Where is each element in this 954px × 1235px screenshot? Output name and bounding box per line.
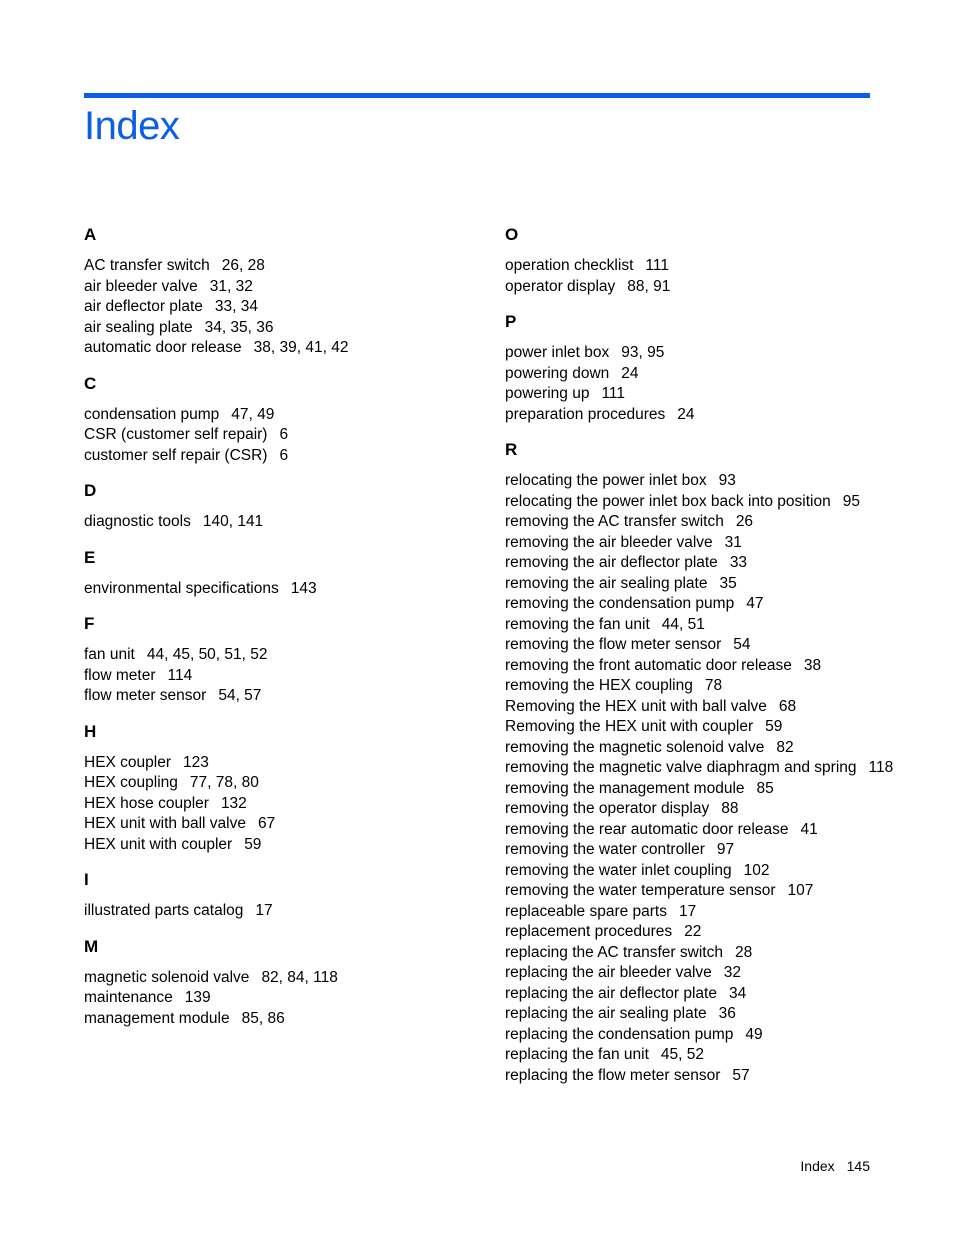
entry-pages: 47, 49	[231, 405, 275, 423]
entry-pages: 54	[733, 636, 751, 653]
entry-term: operation checklist	[505, 257, 634, 274]
title-rule	[84, 93, 870, 98]
page-number: 145	[846, 1158, 870, 1174]
entry-term: power inlet box	[505, 344, 610, 361]
index-entry	[505, 799, 905, 820]
index-entry	[84, 794, 464, 815]
entry-term: removing the magnetic valve diaphragm and spring	[505, 759, 857, 776]
footer-label: Index	[800, 1158, 835, 1174]
entry-term: removing the operator display	[505, 800, 710, 817]
page-title: Index	[84, 104, 180, 148]
entry-term: HEX coupling	[84, 774, 178, 791]
entry-term: removing the air deflector plate	[505, 554, 718, 571]
entry-term: removing the front automatic door release	[505, 656, 792, 674]
index-entry	[505, 594, 905, 615]
entry-term: replacing the air deflector plate	[505, 984, 717, 1002]
index-entry	[84, 988, 464, 1009]
index-section	[84, 613, 464, 707]
index-section	[505, 439, 905, 1086]
index-section	[84, 224, 464, 359]
entry-pages: 31, 32	[209, 277, 253, 295]
entry-pages: 78	[704, 677, 723, 694]
index-entry	[505, 384, 905, 405]
entry-pages: 33, 34	[214, 298, 259, 315]
entry-list	[84, 512, 464, 533]
entry-term: relocating the power inlet box	[505, 472, 707, 489]
entry-pages: 26, 28	[221, 257, 265, 274]
index-entry	[505, 861, 905, 882]
entry-pages: 88	[721, 800, 739, 817]
entry-pages: 93, 95	[621, 344, 665, 361]
entry-pages: 6	[279, 446, 289, 464]
entry-pages: 45, 52	[660, 1046, 705, 1063]
entry-pages: 140, 141	[202, 513, 264, 530]
entry-term: replacing the air sealing plate	[505, 1005, 707, 1022]
index-entry	[505, 574, 905, 595]
index-section	[84, 547, 464, 600]
section-letter: D	[84, 481, 97, 500]
entry-term: powering up	[505, 385, 590, 402]
entry-pages: 49	[745, 1025, 763, 1043]
entry-term: air sealing plate	[84, 318, 193, 336]
entry-term: air deflector plate	[84, 298, 203, 315]
entry-pages: 118	[868, 759, 894, 776]
entry-pages: 102	[743, 861, 770, 879]
entry-term: flow meter	[84, 666, 156, 684]
entry-term: management module	[84, 1009, 230, 1027]
entry-pages: 35	[719, 574, 737, 592]
index-entry	[505, 405, 905, 426]
index-entry	[84, 338, 464, 359]
entry-term: automatic door release	[84, 339, 242, 356]
entry-term: powering down	[505, 364, 610, 382]
index-entry	[505, 840, 905, 861]
index-entry	[84, 318, 464, 339]
index-entry	[84, 686, 464, 707]
entry-list	[84, 901, 464, 922]
entry-term: replacing the fan unit	[505, 1046, 649, 1063]
entry-term: customer self repair (CSR)	[84, 446, 268, 464]
entry-pages: 139	[184, 989, 211, 1006]
index-entry	[84, 645, 464, 666]
entry-term: replacing the air bleeder valve	[505, 964, 712, 981]
section-letter: R	[505, 440, 518, 459]
entry-term: relocating the power inlet box back into position	[505, 492, 831, 510]
entry-term: replacement procedures	[505, 923, 673, 940]
index-entry	[84, 835, 464, 856]
entry-term: condensation pump	[84, 405, 220, 423]
page-footer	[800, 1158, 870, 1174]
index-entry	[505, 533, 905, 554]
entry-term: removing the water temperature sensor	[505, 882, 776, 899]
entry-pages: 111	[601, 385, 626, 402]
index-entry	[505, 471, 905, 492]
entry-pages: 107	[787, 882, 814, 899]
index-entry	[84, 446, 464, 467]
index-entry	[505, 820, 905, 841]
entry-pages: 82	[776, 738, 794, 756]
entry-term: air bleeder valve	[84, 277, 198, 295]
entry-term: HEX coupler	[84, 753, 172, 771]
entry-pages: 111	[645, 257, 669, 274]
index-section	[84, 936, 464, 1030]
entry-term: Removing the HEX unit with ball valve	[505, 697, 767, 715]
entry-pages: 41	[800, 820, 818, 838]
entry-term: removing the air bleeder valve	[505, 533, 713, 551]
entry-term: magnetic solenoid valve	[84, 968, 250, 986]
entry-list	[505, 256, 905, 297]
entry-pages: 123	[183, 753, 209, 771]
entry-pages: 57	[732, 1066, 750, 1084]
entry-pages: 114	[167, 666, 193, 684]
index-entry	[84, 405, 464, 426]
entry-pages: 97	[716, 841, 735, 858]
index-entry	[84, 297, 464, 318]
section-letter: E	[84, 547, 96, 567]
entry-pages: 6	[279, 426, 289, 443]
entry-pages: 47	[746, 595, 764, 612]
entry-term: removing the fan unit	[505, 615, 650, 633]
index-section	[84, 480, 464, 533]
entry-pages: 32	[723, 964, 742, 981]
index-entry	[505, 738, 905, 759]
entry-term: removing the management module	[505, 779, 745, 797]
entry-pages: 59	[244, 835, 262, 853]
index-entry	[84, 425, 464, 446]
section-letter: O	[505, 225, 519, 244]
entry-list	[84, 579, 464, 600]
index-entry	[505, 902, 905, 923]
entry-term: fan unit	[84, 646, 135, 663]
entry-term: replaceable spare parts	[505, 902, 667, 920]
entry-pages: 34	[728, 984, 747, 1002]
entry-pages: 85	[756, 779, 774, 797]
entry-term: preparation procedures	[505, 405, 666, 423]
entry-pages: 33	[729, 554, 748, 571]
entry-pages: 17	[679, 902, 697, 920]
index-entry	[505, 615, 905, 636]
index-entry	[505, 1025, 905, 1046]
index-entry	[505, 881, 905, 902]
entry-term: operator display	[505, 277, 616, 295]
section-letter: I	[84, 870, 89, 889]
index-entry	[505, 943, 905, 964]
index-entry	[505, 343, 905, 364]
entry-term: replacing the condensation pump	[505, 1025, 734, 1043]
index-section	[84, 373, 464, 467]
section-letter: H	[84, 721, 97, 741]
entry-term: illustrated parts catalog	[84, 902, 244, 919]
entry-pages: 36	[718, 1005, 736, 1022]
section-letter: M	[84, 936, 99, 956]
entry-pages: 44, 45, 50, 51, 52	[146, 646, 268, 663]
entry-term: removing the rear automatic door release	[505, 820, 789, 838]
entry-term: removing the flow meter sensor	[505, 636, 722, 653]
entry-pages: 95	[842, 492, 860, 510]
entry-term: removing the condensation pump	[505, 595, 735, 612]
entry-list	[84, 968, 464, 1030]
entry-pages: 31	[724, 533, 742, 551]
entry-list	[84, 405, 464, 467]
entry-term: removing the HEX coupling	[505, 677, 693, 694]
entry-list	[505, 343, 905, 425]
index-entry	[84, 666, 464, 687]
entry-pages: 24	[621, 364, 639, 382]
entry-term: removing the water inlet coupling	[505, 861, 732, 879]
index-entry	[505, 676, 905, 697]
index-entry	[505, 697, 905, 718]
entry-term: removing the water controller	[505, 841, 705, 858]
entry-pages: 85, 86	[241, 1009, 285, 1027]
entry-term: AC transfer switch	[84, 257, 210, 274]
index-entry	[84, 773, 464, 794]
entry-list	[84, 753, 464, 856]
index-entry	[505, 553, 905, 574]
entry-list	[84, 256, 464, 359]
entry-pages: 68	[778, 697, 797, 715]
entry-term: diagnostic tools	[84, 513, 191, 530]
index-entry	[505, 779, 905, 800]
entry-term: flow meter sensor	[84, 687, 207, 704]
entry-pages: 93	[718, 472, 736, 489]
index-entry	[84, 901, 464, 922]
entry-term: removing the AC transfer switch	[505, 513, 724, 530]
entry-list	[505, 471, 905, 1086]
entry-term: removing the magnetic solenoid valve	[505, 738, 765, 756]
index-entry	[84, 1009, 464, 1030]
entry-pages: 67	[257, 815, 276, 832]
index-entry	[84, 277, 464, 298]
entry-pages: 38, 39, 41, 42	[253, 339, 349, 356]
index-column-right	[505, 224, 905, 1100]
entry-pages: 17	[255, 902, 273, 919]
entry-pages: 77, 78, 80	[189, 774, 259, 791]
index-entry	[505, 922, 905, 943]
entry-term: HEX hose coupler	[84, 794, 209, 812]
index-entry	[505, 364, 905, 385]
index-entry	[505, 277, 905, 298]
entry-pages: 22	[684, 923, 702, 940]
entry-term: CSR (customer self repair)	[84, 426, 268, 443]
entry-term: maintenance	[84, 989, 173, 1006]
index-entry	[505, 963, 905, 984]
section-letter: P	[505, 312, 517, 331]
entry-term: environmental specifications	[84, 579, 279, 597]
entry-term: Removing the HEX unit with coupler	[505, 718, 754, 735]
section-letter: A	[84, 225, 97, 244]
index-entry	[505, 512, 905, 533]
entry-term: HEX unit with ball valve	[84, 815, 246, 832]
index-section	[84, 721, 464, 856]
entry-pages: 28	[734, 943, 753, 961]
entry-pages: 54, 57	[218, 687, 262, 704]
index-entry	[505, 635, 905, 656]
entry-pages: 34, 35, 36	[204, 318, 274, 336]
entry-term: replacing the AC transfer switch	[505, 943, 723, 961]
entry-pages: 143	[290, 579, 317, 597]
entry-pages: 44, 51	[661, 615, 705, 633]
entry-pages: 132	[220, 794, 247, 812]
section-letter: F	[84, 614, 95, 633]
index-entry	[84, 256, 464, 277]
index-entry	[505, 256, 905, 277]
index-entry	[505, 1045, 905, 1066]
index-entry	[84, 753, 464, 774]
index-entry	[84, 814, 464, 835]
entry-pages: 82, 84, 118	[261, 968, 338, 986]
section-letter: C	[84, 373, 97, 393]
index-section	[505, 224, 905, 297]
index-entry	[505, 984, 905, 1005]
index-entry	[505, 717, 905, 738]
index-section	[505, 311, 905, 425]
index-entry	[505, 758, 905, 779]
entry-pages: 26	[735, 513, 754, 530]
entry-pages: 38	[803, 656, 822, 674]
index-column-left	[84, 224, 464, 1043]
index-entry	[505, 492, 905, 513]
entry-pages: 59	[765, 718, 783, 735]
index-section	[84, 869, 464, 922]
index-entry	[505, 656, 905, 677]
index-entry	[84, 512, 464, 533]
entry-term: removing the air sealing plate	[505, 574, 708, 592]
index-entry	[505, 1066, 905, 1087]
index-entry	[84, 579, 464, 600]
entry-term: replacing the flow meter sensor	[505, 1066, 721, 1084]
index-entry	[505, 1004, 905, 1025]
entry-pages: 88, 91	[627, 277, 671, 295]
index-entry	[84, 968, 464, 989]
entry-pages: 24	[677, 405, 695, 423]
entry-term: HEX unit with coupler	[84, 835, 233, 853]
entry-list	[84, 645, 464, 707]
